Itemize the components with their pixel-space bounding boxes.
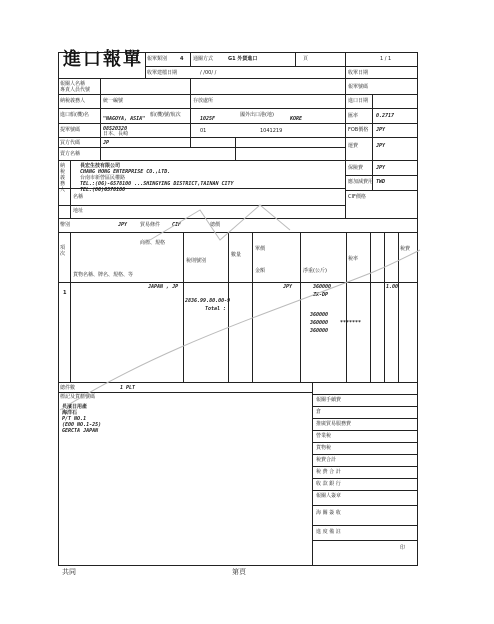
currency-value: JPY bbox=[118, 222, 128, 228]
adjust-label: 應加減費用 bbox=[348, 179, 374, 185]
row-value-1: 360000 bbox=[313, 284, 332, 290]
marks-line1: 長濱日用產 bbox=[62, 404, 88, 410]
marks-line2: 海洋石 bbox=[62, 410, 78, 416]
declaration-type-label: 報單類別 bbox=[147, 56, 168, 62]
seller-label: 賣方名稱 bbox=[60, 151, 81, 157]
airport-name: 日本、長崎 bbox=[103, 131, 129, 137]
bl-value: 08520320 bbox=[103, 126, 128, 132]
currency-label: 幣別 bbox=[60, 222, 71, 228]
fee-label-total: 稅 費 合 計 bbox=[316, 469, 341, 475]
footer-mid: 第頁 bbox=[232, 568, 246, 576]
marks-line3: P/T NO.1 bbox=[62, 416, 87, 422]
declaration-no-label: 報單號碼 bbox=[348, 84, 369, 90]
broker-label: 報關人名稱 bbox=[60, 81, 86, 87]
trade-terms-value: CIF bbox=[172, 222, 182, 228]
broker-box-label: 報關人簽章 bbox=[316, 493, 342, 499]
fee-label-5: 稅費合計 bbox=[316, 457, 337, 463]
page-label: 頁 bbox=[303, 56, 309, 62]
importer-label: 納稅義務人 bbox=[60, 98, 86, 104]
declaration-type-value: 4 bbox=[180, 56, 184, 62]
row-qty: 1.00 bbox=[386, 284, 399, 290]
import-date-value: 1041219 bbox=[260, 128, 283, 134]
packages-value: 1 PLT bbox=[120, 385, 136, 391]
stamp-label: 印 bbox=[400, 545, 406, 551]
trade-terms-label: 貿易條件 bbox=[140, 222, 161, 228]
marks-line4: (E00 NO.1-25) bbox=[62, 422, 102, 428]
adjust-currency: TWD bbox=[376, 179, 386, 185]
summary-amount-2: 360000 bbox=[310, 320, 329, 326]
total-label: 總價 bbox=[210, 222, 221, 228]
goods-currency: JPY bbox=[283, 284, 293, 290]
fob-currency: JPY bbox=[376, 127, 386, 133]
freight-label: 運費 bbox=[348, 143, 359, 149]
insurance-currency: JPY bbox=[376, 165, 386, 171]
fee-label-2: 推廣貿易服務費 bbox=[316, 421, 352, 427]
customs-label: 海 關 簽 收 bbox=[316, 510, 341, 516]
import-date-label: 進口日期 bbox=[348, 98, 369, 104]
exchange-label: 匯率 bbox=[348, 113, 359, 119]
goods-desc-header: 貨物名稱、牌名、規格、等 bbox=[73, 272, 134, 278]
broker-code-label: 專責人員代號 bbox=[60, 87, 91, 93]
fee-label-0: 報關手續費 bbox=[316, 397, 342, 403]
importer-company: 長宏生技有限公司 bbox=[80, 163, 121, 169]
importer-addr: 台南市新營區民權路 bbox=[80, 175, 126, 181]
customs-category-label: 通關方式 bbox=[193, 56, 214, 62]
net-weight-label: 淨重(公斤) bbox=[303, 268, 327, 274]
summary-amount-1: 360000 bbox=[310, 312, 329, 318]
voyage-no: 01 bbox=[200, 128, 207, 134]
bl-label: 提單號碼 bbox=[60, 127, 81, 133]
amount-label: 金額 bbox=[255, 268, 266, 274]
date-value: / /00/ / bbox=[200, 70, 217, 76]
fob-label: FOB價格 bbox=[348, 127, 369, 133]
page-of: 1 / 1 bbox=[380, 56, 392, 62]
tax-method-label: 稅費 bbox=[400, 246, 411, 252]
item-no: 1 bbox=[63, 290, 67, 296]
warehouse-label: 存放處所 bbox=[193, 98, 214, 104]
row-value-2: ZX-DP bbox=[313, 292, 329, 298]
receipt-label: 收單日期 bbox=[348, 70, 369, 76]
form-title: 進口報單 bbox=[63, 49, 143, 70]
supplier-code-label: 買方代碼 bbox=[60, 140, 81, 146]
tariff-label: 稅則號別 bbox=[186, 258, 207, 264]
packages-label: 總件數 bbox=[60, 385, 76, 391]
goods-spec-header: 商標、規格 bbox=[140, 240, 166, 246]
tax-office-label: 收 款 銀 行 bbox=[316, 481, 341, 487]
exchange-value: 0.2717 bbox=[376, 113, 395, 119]
tariff-value: 2836.99.80.00-9 bbox=[185, 298, 231, 304]
insurance-label: 保險費 bbox=[348, 165, 364, 171]
quantity-label: 數量 bbox=[231, 252, 242, 258]
importer-addr-en: TEL.:(06)-6578100 ...SHINGYING DISTRICT,TAINAN CITY bbox=[80, 181, 234, 187]
fee-label-1: 倉 bbox=[316, 409, 322, 415]
airport-value: KORE bbox=[290, 116, 303, 122]
cif-label: CIF價格 bbox=[348, 194, 366, 200]
importer-tel: TEL:(06)6578100 bbox=[80, 187, 126, 193]
importer-id-label: 統一編號 bbox=[103, 98, 124, 104]
importer-name-label: 納稅義務人 bbox=[60, 163, 66, 193]
voyage-label: 船(機)號/航次 bbox=[150, 112, 181, 118]
seller-addr-label: 地址 bbox=[73, 208, 84, 214]
supplier-code-value: JP bbox=[103, 140, 110, 146]
summary-amount-3: 360000 bbox=[310, 328, 329, 334]
carrier-label: 進口船(機)名 bbox=[60, 112, 89, 118]
footer-left: 共同 bbox=[62, 568, 76, 576]
customs-category-value: G1 外貨進口 bbox=[228, 56, 258, 62]
fee-label-3: 營業稅 bbox=[316, 433, 332, 439]
stars: ******* bbox=[340, 320, 362, 326]
origin: JAPAN , JP bbox=[148, 284, 179, 290]
marks-line5: GERCTA JAPAN bbox=[62, 428, 99, 434]
goods-header: 項次 bbox=[60, 245, 66, 257]
fee-label-4: 貨物稅 bbox=[316, 445, 332, 451]
seller-name-label: 名稱 bbox=[73, 194, 84, 200]
customs-label-2: 進 度 備 註 bbox=[316, 529, 341, 535]
unit-price-label: 單價 bbox=[255, 246, 266, 252]
tax-rate-label: 稅率 bbox=[348, 256, 359, 262]
goods-total-label: Total : bbox=[205, 306, 227, 312]
carrier-value: "NAGOYA, ASIA" bbox=[103, 116, 146, 122]
date-label: 收單建檔日期 bbox=[147, 70, 178, 76]
vessel-code: 1025F bbox=[200, 116, 216, 122]
marks-label: 標記及貨櫃號碼 bbox=[60, 394, 96, 400]
airport-label: 國外出口港(地) bbox=[240, 112, 274, 118]
importer-company-en: CHANG HONG ENTERPRISE CO.,LTD. bbox=[80, 169, 171, 175]
freight-currency: JPY bbox=[376, 143, 386, 149]
